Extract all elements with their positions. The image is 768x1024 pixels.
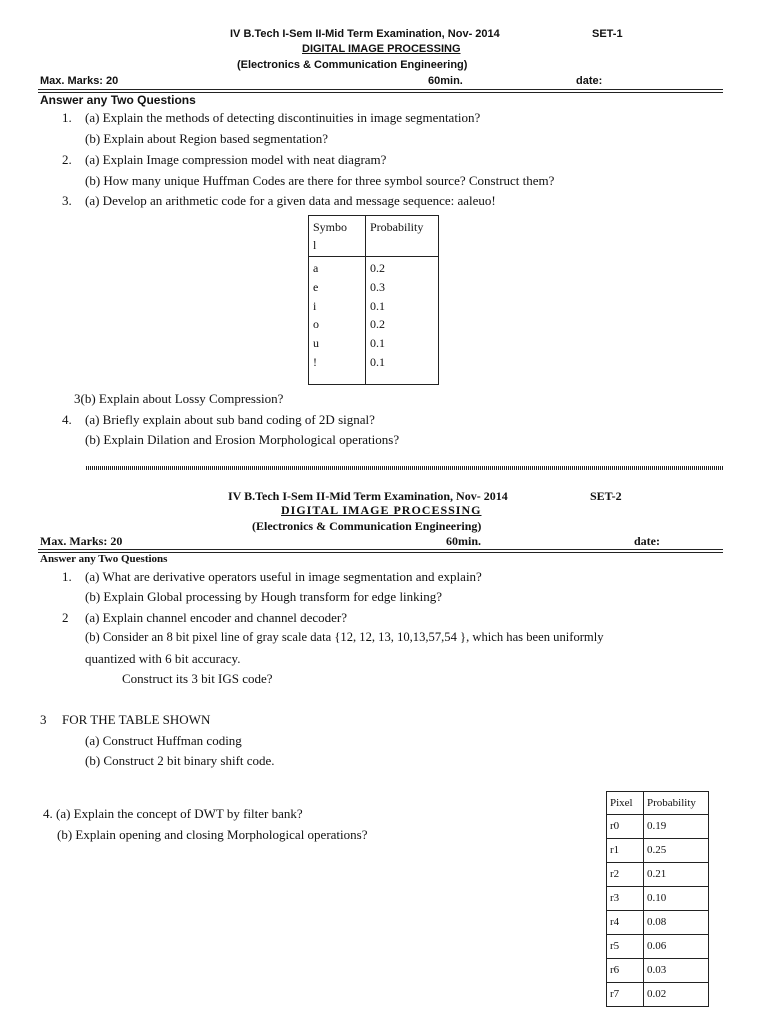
duration: 60min. [446,534,482,548]
question-number: 4. [62,412,72,427]
probability-cell: 0.25 [644,839,709,863]
table-cell: i [313,298,317,313]
table-cell: 0.1 [370,298,385,313]
instruction: Answer any Two Questions [40,93,196,107]
section-separator [86,466,724,470]
table-cell: 0.2 [370,261,385,275]
exam-title: IV B.Tech I-Sem II-Mid Term Examination, Nov- 2014 [230,28,500,40]
pixel-cell: r3 [607,887,644,911]
table-cell: 0.3 [370,279,385,294]
question-2b-line1: (b) Consider an 8 bit pixel line of gray scale data {12, 12, 13, 10,13,57,54 }, which has been uniformly [85,630,604,644]
question-4a: 4. (a) Explain the concept of DWT by filter bank? [43,806,303,821]
probability-column [366,257,439,385]
probability-cell: 0.02 [644,983,709,1007]
table-header-cell [309,216,366,257]
set-label: SET-1 [592,28,623,40]
question-2a: (a) Explain channel encoder and channel decoder? [85,610,348,625]
question-4b: (b) Explain opening and closing Morphological operations? [57,827,368,842]
subject-title: DIGITAL IMAGE PROCESSING [281,503,482,517]
symbol-probability-table [308,215,439,385]
table-body-row [309,257,439,385]
subject-title: DIGITAL IMAGE PROCESSING [302,43,461,55]
question-3b: (b) Construct 2 bit binary shift code. [85,753,275,768]
date-label: date: [634,534,660,548]
question-3b: 3(b) Explain about Lossy Compression? [74,391,284,406]
branch-title: (Electronics & Communication Engineering) [237,59,468,71]
question-number: 1. [62,110,72,125]
question-4a: (a) Briefly explain about sub band coding of 2D signal? [85,412,375,427]
probability-cell: 0.03 [644,959,709,983]
table-cell: 0.1 [370,336,385,351]
question-1b: (b) Explain about Region based segmentation? [85,131,328,146]
table-row [607,887,709,911]
question-1a: (a) What are derivative operators useful in image segmentation and explain? [85,569,482,584]
pixel-header: Pixel [607,792,644,815]
question-number: 2 [62,610,69,625]
pixel-probability-table [606,791,709,1007]
table-cell: o [313,317,319,332]
question-number: 2. [62,152,72,167]
set-label: SET-2 [590,489,622,503]
branch-title: (Electronics & Communication Engineering) [252,519,482,533]
pixel-cell: r4 [607,911,644,935]
probability-cell: 0.06 [644,935,709,959]
probability-cell: 0.10 [644,887,709,911]
question-3a: (a) Develop an arithmetic code for a given data and message sequence: aaleuo! [85,193,496,208]
table-row [607,983,709,1007]
table-cell: a [313,261,319,275]
pixel-cell: r2 [607,863,644,887]
question-number: 3. [62,193,72,208]
table-cell: ! [313,354,317,369]
table-row [607,815,709,839]
question-1b: (b) Explain Global processing by Hough transform for edge linking? [85,589,443,604]
instruction: Answer any Two Questions [40,553,168,565]
duration: 60min. [428,75,463,87]
probability-header: Probability [644,792,709,815]
pixel-cell: r1 [607,839,644,863]
question-2b-line3: Construct its 3 bit IGS code? [122,671,273,686]
pixel-cell: r7 [607,983,644,1007]
header-rule [38,89,723,90]
table-row [607,911,709,935]
table-header-row [309,216,439,257]
symbol-header-line1: Symbo [313,220,348,234]
table-row [607,935,709,959]
table-cell: 0.1 [370,354,385,369]
exam-title: IV B.Tech I-Sem II-Mid Term Examination, Nov- 2014 [228,489,508,503]
question-number: 3 [40,712,47,727]
probability-cell: 0.08 [644,911,709,935]
probability-header: Probability [366,216,439,257]
pixel-cell: r6 [607,959,644,983]
table-cell: 0.2 [370,317,385,332]
question-3a: (a) Construct Huffman coding [85,733,242,748]
max-marks: Max. Marks: 20 [40,75,119,87]
question-2a: (a) Explain Image compression model with neat diagram? [85,152,387,167]
symbol-header-line2: l [313,238,317,252]
date-label: date: [576,75,603,87]
table-row [607,863,709,887]
question-2b: (b) How many unique Huffman Codes are there for three symbol source? Construct them? [85,173,555,188]
pixel-cell: r0 [607,815,644,839]
question-4b: (b) Explain Dilation and Erosion Morphological operations? [85,432,400,447]
table-cell: u [313,336,319,351]
symbol-column [309,257,366,385]
pixel-cell: r5 [607,935,644,959]
table-header-row [607,792,709,815]
pixel-table-body [607,815,709,1007]
question-1a: (a) Explain the methods of detecting discontinuities in image segmentation? [85,110,481,125]
table-row [607,839,709,863]
question-3-title: FOR THE TABLE SHOWN [62,712,211,727]
table-cell: e [313,279,319,294]
probability-cell: 0.19 [644,815,709,839]
question-2b-line2: quantized with 6 bit accuracy. [85,651,241,666]
header-rule [38,549,723,550]
probability-cell: 0.21 [644,863,709,887]
table-row [607,959,709,983]
question-number: 1. [62,569,72,584]
max-marks: Max. Marks: 20 [40,534,123,548]
